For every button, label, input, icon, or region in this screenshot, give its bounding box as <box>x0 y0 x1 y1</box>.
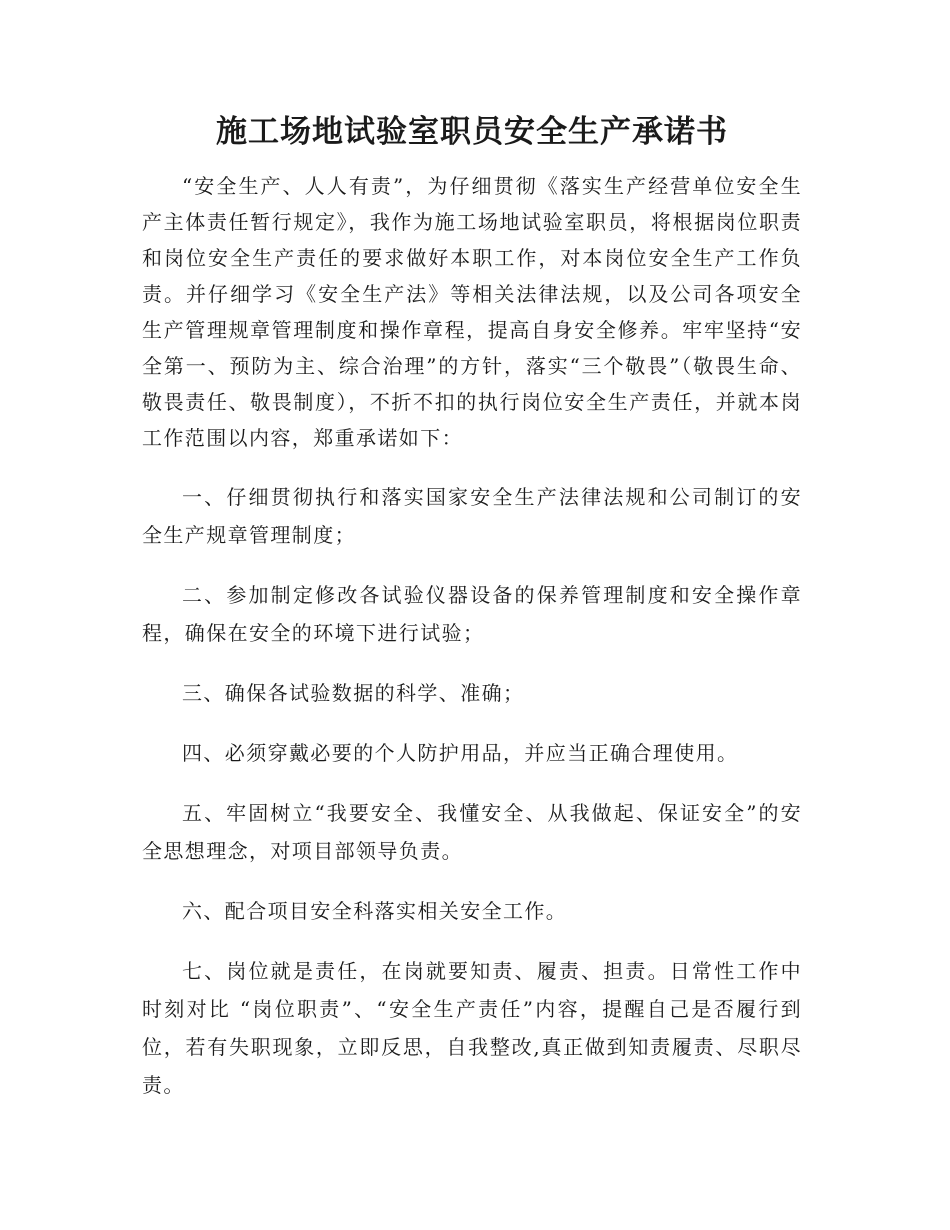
commitment-item-2: 二、参加制定修改各试验仪器设备的保养管理制度和安全操作章程，确保在安全的环境下进行试验； <box>142 583 802 645</box>
commitment-item-7: 七、岗位就是责任，在岗就要知责、履责、担责。日常性工作中时刻对比 “岗位职责”、“安全生产责任”内容，提醒自己是否履行到位，若有失职现象，立即反思，自我整改,真正做到知责履责、尽职尽责。 <box>142 959 802 1097</box>
document-title: 施工场地试验室职员安全生产承诺书 <box>216 114 728 150</box>
document-page <box>142 110 802 1126</box>
commitment-item-3: 三、确保各试验数据的科学、准确； <box>182 681 525 705</box>
commitment-item-1: 一、仔细贯彻执行和落实国家安全生产法律法规和公司制订的安全生产规章管理制度； <box>142 485 802 547</box>
commitment-item-5: 五、牢固树立“我要安全、我懂安全、从我做起、保证安全”的安全思想理念，对项目部领导负责。 <box>142 801 802 863</box>
intro-paragraph: “安全生产、人人有责”，为仔细贯彻《落实生产经营单位安全生产主体责任暂行规定》，我作为施工场地试验室职员，将根据岗位职责和岗位安全生产责任的要求做好本职工作，对本岗位安全生产工作负责。并仔细学习《安全生产法》等相关法律法规，以及公司各项安全生产管理规章管理制度和操作章程，提高自身安全修养。牢牢坚持“安全第一、预防为主、综合治理”的方针，落实“三个敬畏”（敬畏生命、敬畏责任、敬畏制度），不折不扣的执行岗位安全生产责任，并就本岗工作范围以内容，郑重承诺如下： <box>142 174 802 450</box>
commitment-item-6: 六、配合项目安全科落实相关安全工作。 <box>182 899 568 923</box>
commitment-item-4: 四、必须穿戴必要的个人防护用品，并应当正确合理使用。 <box>182 741 739 765</box>
